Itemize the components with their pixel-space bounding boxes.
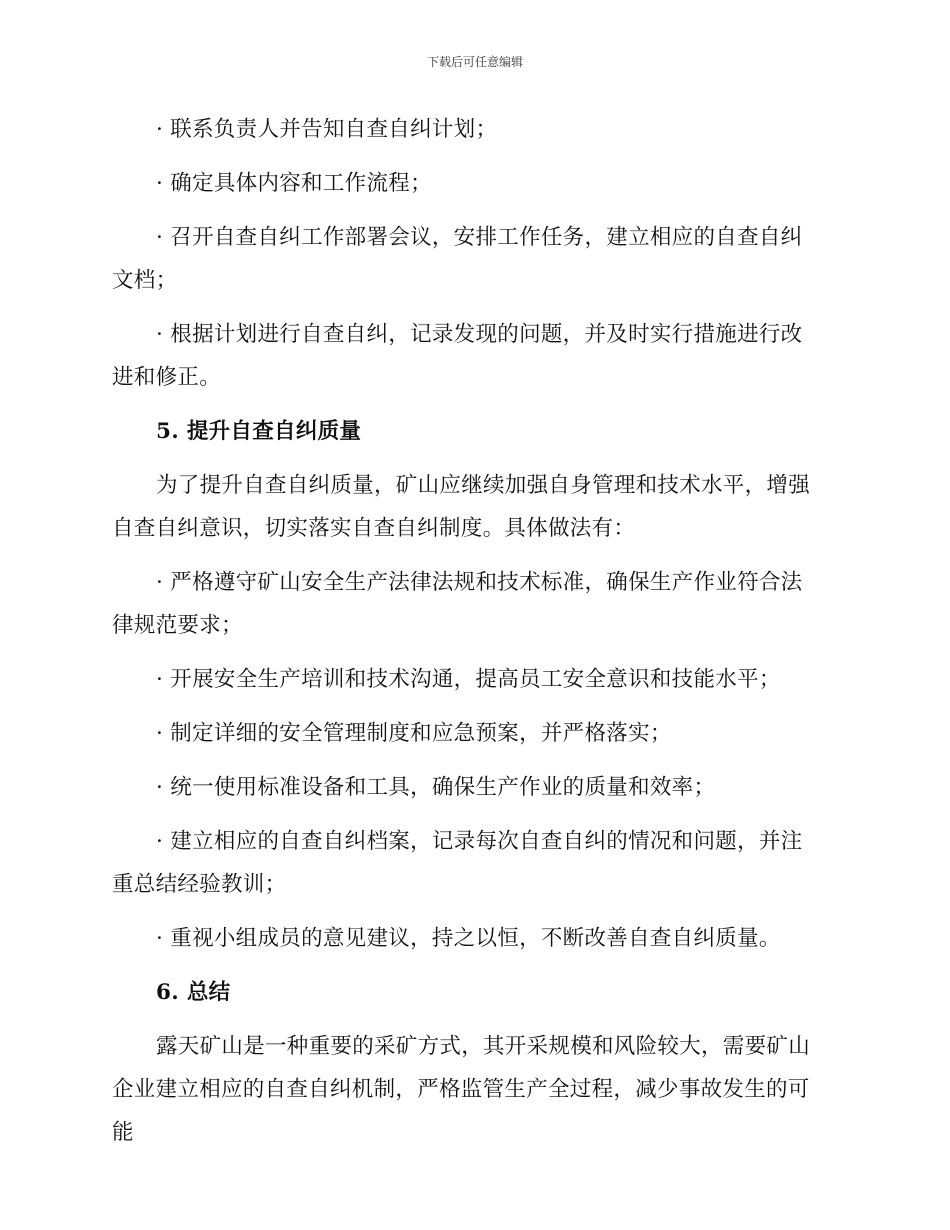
bullet-item: · 建立相应的自查自纠档案，记录每次自查自纠的情况和问题，并注重总结经验教训； [112,829,803,897]
bullet-item: · 严格遵守矿山安全生产法律法规和技术标准，确保生产作业符合法律规范要求； [112,570,803,638]
bullet-item: · 联系负责人并告知自查自纠计划； [156,117,498,142]
section-heading: 6. 总结 [156,980,231,1005]
bullet-item: · 统一使用标准设备和工具，确保生产作业的质量和效率； [156,775,716,800]
bullet-item: · 开展安全生产培训和技术沟通，提高员工安全意识和技能水平； [156,667,781,692]
bullet-item: · 确定具体内容和工作流程； [156,171,432,196]
section-heading: 5. 提升自查自纠质量 [156,419,362,444]
bullet-item: · 重视小组成员的意见建议，持之以恒，不断改善自查自纠质量。 [156,926,781,951]
page-header: 下载后可任意编辑 [426,55,523,69]
body-paragraph: 露天矿山是一种重要的采矿方式，其开采规模和风险较大，需要矿山企业建立相应的自查自纠机制，严格监管生产全过程，减少事故发生的可能 [112,1034,811,1145]
bullet-item: · 制定详细的安全管理制度和应急预案，并严格落实； [156,721,672,746]
bullet-item: · 根据计划进行自查自纠，记录发现的问题，并及时实行措施进行改进和修正。 [112,322,803,390]
bullet-item: · 召开自查自纠工作部署会议，安排工作任务，建立相应的自查自纠文档； [112,225,803,293]
body-paragraph: 为了提升自查自纠质量，矿山应继续加强自身管理和技术水平，增强自查自纠意识，切实落实自查自纠制度。具体做法有： [112,473,811,541]
document-body [112,108,824,1154]
